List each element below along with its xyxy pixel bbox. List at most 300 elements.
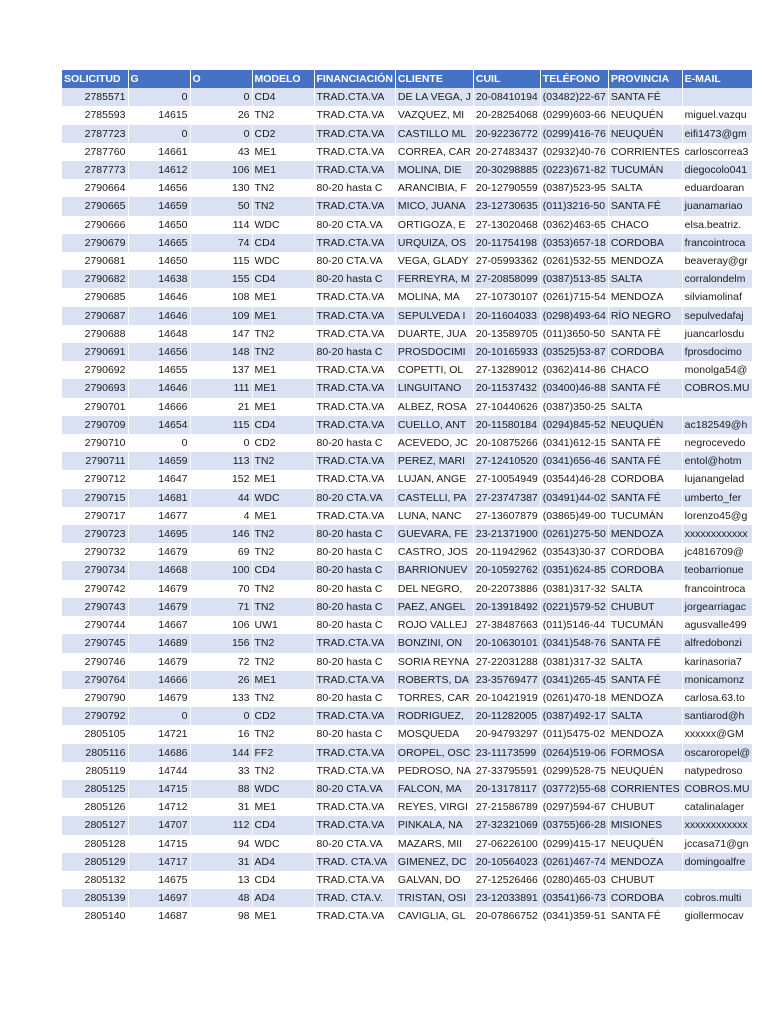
cell-email[interactable]: silviamolinaf xyxy=(682,288,753,306)
table-row[interactable] xyxy=(62,725,753,743)
cell-email[interactable]: lorenzo45@g xyxy=(682,507,753,525)
cell-o[interactable]: 109 xyxy=(190,307,252,325)
table-row[interactable] xyxy=(62,343,753,361)
cell-o[interactable]: 146 xyxy=(190,525,252,543)
cell-email[interactable]: teobarrionue xyxy=(682,561,753,579)
cell-cliente[interactable]: PAEZ, ANGEL xyxy=(395,598,473,616)
cell-email[interactable]: monolga54@ xyxy=(682,361,753,379)
cell-g[interactable]: 14675 xyxy=(128,871,190,889)
cell-solicitud[interactable]: 2790744 xyxy=(62,616,128,634)
cell-solicitud[interactable]: 2805139 xyxy=(62,889,128,907)
cell-cuil[interactable]: 20-28254068 xyxy=(473,106,540,124)
cell-g[interactable]: 14677 xyxy=(128,507,190,525)
cell-modelo[interactable]: WDC xyxy=(252,835,314,853)
cell-financiacion[interactable]: TRAD. CTA.V. xyxy=(314,889,395,907)
cell-g[interactable]: 14717 xyxy=(128,853,190,871)
table-row[interactable] xyxy=(62,197,753,215)
cell-o[interactable]: 0 xyxy=(190,88,252,106)
cell-financiacion[interactable]: 80-20 hasta C xyxy=(314,543,395,561)
cell-email[interactable]: eduardoaran xyxy=(682,179,753,197)
cell-financiacion[interactable]: TRAD.CTA.VA xyxy=(314,125,395,143)
cell-provincia[interactable]: SALTA xyxy=(608,179,682,197)
cell-email[interactable] xyxy=(682,871,753,889)
cell-provincia[interactable]: CORRIENTES xyxy=(608,780,682,798)
cell-cliente[interactable]: MAZARS, MII xyxy=(395,835,473,853)
cell-cuil[interactable]: 20-11942962 xyxy=(473,543,540,561)
cell-g[interactable]: 0 xyxy=(128,88,190,106)
cell-solicitud[interactable]: 2790693 xyxy=(62,379,128,397)
cell-financiacion[interactable]: TRAD.CTA.VA xyxy=(314,871,395,889)
cell-g[interactable]: 14707 xyxy=(128,816,190,834)
cell-provincia[interactable]: CHACO xyxy=(608,361,682,379)
cell-email[interactable]: carloscorrea3 xyxy=(682,143,753,161)
cell-modelo[interactable]: TN2 xyxy=(252,580,314,598)
cell-provincia[interactable]: SANTA FÉ xyxy=(608,197,682,215)
cell-modelo[interactable]: TN2 xyxy=(252,689,314,707)
cell-solicitud[interactable]: 2790743 xyxy=(62,598,128,616)
cell-telefono[interactable]: (0381)317-32 xyxy=(540,580,608,598)
cell-cliente[interactable]: DUARTE, JUA xyxy=(395,325,473,343)
cell-solicitud[interactable]: 2790681 xyxy=(62,252,128,270)
cell-cliente[interactable]: MOLINA, MA xyxy=(395,288,473,306)
cell-financiacion[interactable]: TRAD. CTA.VA xyxy=(314,853,395,871)
cell-cuil[interactable]: 20-12790559 xyxy=(473,179,540,197)
cell-cuil[interactable]: 23-35769477 xyxy=(473,671,540,689)
cell-cuil[interactable]: 20-10875266 xyxy=(473,434,540,452)
cell-modelo[interactable]: CD4 xyxy=(252,416,314,434)
cell-modelo[interactable]: CD4 xyxy=(252,234,314,252)
cell-financiacion[interactable]: TRAD.CTA.VA xyxy=(314,307,395,325)
cell-telefono[interactable]: (011)5146-44 xyxy=(540,616,608,634)
cell-provincia[interactable]: CHUBUT xyxy=(608,798,682,816)
table-row[interactable] xyxy=(62,489,753,507)
cell-solicitud[interactable]: 2787723 xyxy=(62,125,128,143)
cell-cuil[interactable]: 27-20858099 xyxy=(473,270,540,288)
cell-o[interactable]: 94 xyxy=(190,835,252,853)
cell-provincia[interactable]: MENDOZA xyxy=(608,288,682,306)
cell-solicitud[interactable]: 2805127 xyxy=(62,816,128,834)
cell-financiacion[interactable]: 80-20 hasta C xyxy=(314,689,395,707)
table-row[interactable] xyxy=(62,507,753,525)
cell-modelo[interactable]: TN2 xyxy=(252,179,314,197)
cell-o[interactable]: 0 xyxy=(190,434,252,452)
cell-cliente[interactable]: VAZQUEZ, MI xyxy=(395,106,473,124)
table-row[interactable] xyxy=(62,816,753,834)
table-row[interactable] xyxy=(62,452,753,470)
cell-telefono[interactable]: (0299)528-75 xyxy=(540,762,608,780)
cell-email[interactable]: juancarlosdu xyxy=(682,325,753,343)
cell-solicitud[interactable]: 2787773 xyxy=(62,161,128,179)
cell-cuil[interactable]: 20-11282005 xyxy=(473,707,540,725)
cell-cliente[interactable]: REYES, VIRGI xyxy=(395,798,473,816)
cell-telefono[interactable]: (0297)594-67 xyxy=(540,798,608,816)
cell-provincia[interactable]: SANTA FÉ xyxy=(608,634,682,652)
table-row[interactable] xyxy=(62,780,753,798)
cell-g[interactable]: 14715 xyxy=(128,780,190,798)
cell-email[interactable]: karinasoria7 xyxy=(682,653,753,671)
cell-financiacion[interactable]: TRAD.CTA.VA xyxy=(314,744,395,762)
cell-cuil[interactable]: 20-11580184 xyxy=(473,416,540,434)
cell-cliente[interactable]: ROBERTS, DA xyxy=(395,671,473,689)
cell-financiacion[interactable]: TRAD.CTA.VA xyxy=(314,907,395,925)
table-row[interactable] xyxy=(62,853,753,871)
table-row[interactable] xyxy=(62,616,753,634)
cell-email[interactable]: francointroca xyxy=(682,580,753,598)
cell-modelo[interactable]: ME1 xyxy=(252,470,314,488)
cell-email[interactable]: monicamonz xyxy=(682,671,753,689)
cell-g[interactable]: 14686 xyxy=(128,744,190,762)
cell-provincia[interactable]: NEUQUÉN xyxy=(608,106,682,124)
cell-telefono[interactable]: (03482)22-67 xyxy=(540,88,608,106)
cell-cliente[interactable]: ALBEZ, ROSA xyxy=(395,398,473,416)
cell-financiacion[interactable]: TRAD.CTA.VA xyxy=(314,507,395,525)
cell-cuil[interactable]: 23-11173599 xyxy=(473,744,540,762)
table-row[interactable] xyxy=(62,416,753,434)
cell-cliente[interactable]: SORIA REYNA xyxy=(395,653,473,671)
cell-telefono[interactable]: (03755)66-28 xyxy=(540,816,608,834)
cell-cliente[interactable]: LINGUITANO xyxy=(395,379,473,397)
cell-solicitud[interactable]: 2790687 xyxy=(62,307,128,325)
cell-cuil[interactable]: 20-11604033 xyxy=(473,307,540,325)
cell-telefono[interactable]: (03865)49-00 xyxy=(540,507,608,525)
cell-g[interactable]: 14646 xyxy=(128,288,190,306)
cell-financiacion[interactable]: 80-20 hasta C xyxy=(314,525,395,543)
cell-provincia[interactable]: TUCUMÁN xyxy=(608,616,682,634)
cell-email[interactable]: ac182549@h xyxy=(682,416,753,434)
cell-cliente[interactable]: PEDROSO, NA xyxy=(395,762,473,780)
cell-email[interactable]: jorgearriagac xyxy=(682,598,753,616)
cell-cliente[interactable]: ACEVEDO, JC xyxy=(395,434,473,452)
cell-modelo[interactable]: TN2 xyxy=(252,543,314,561)
cell-o[interactable]: 13 xyxy=(190,871,252,889)
cell-telefono[interactable]: (011)3650-50 xyxy=(540,325,608,343)
cell-g[interactable]: 14681 xyxy=(128,489,190,507)
cell-o[interactable]: 148 xyxy=(190,343,252,361)
cell-telefono[interactable]: (0299)603-66 xyxy=(540,106,608,124)
table-row[interactable] xyxy=(62,434,753,452)
cell-cuil[interactable]: 23-12730635 xyxy=(473,197,540,215)
cell-solicitud[interactable]: 2790732 xyxy=(62,543,128,561)
cell-modelo[interactable]: ME1 xyxy=(252,143,314,161)
header-col-cliente[interactable]: CLIENTE xyxy=(395,70,473,88)
cell-o[interactable]: 74 xyxy=(190,234,252,252)
cell-provincia[interactable]: FORMOSA xyxy=(608,744,682,762)
cell-provincia[interactable]: CORDOBA xyxy=(608,889,682,907)
cell-provincia[interactable]: SALTA xyxy=(608,707,682,725)
cell-g[interactable]: 14689 xyxy=(128,634,190,652)
cell-cuil[interactable]: 23-21371900 xyxy=(473,525,540,543)
cell-o[interactable]: 72 xyxy=(190,653,252,671)
cell-o[interactable]: 152 xyxy=(190,470,252,488)
table-row[interactable] xyxy=(62,671,753,689)
cell-telefono[interactable]: (03541)66-73 xyxy=(540,889,608,907)
cell-email[interactable]: miguel.vazqu xyxy=(682,106,753,124)
cell-telefono[interactable]: (03543)30-37 xyxy=(540,543,608,561)
cell-modelo[interactable]: CD4 xyxy=(252,270,314,288)
cell-telefono[interactable]: (0351)624-85 xyxy=(540,561,608,579)
cell-telefono[interactable]: (03772)55-68 xyxy=(540,780,608,798)
cell-cliente[interactable]: ORTIGOZA, E xyxy=(395,216,473,234)
cell-email[interactable]: umberto_fer xyxy=(682,489,753,507)
cell-cuil[interactable]: 20-94793297 xyxy=(473,725,540,743)
cell-email[interactable]: COBROS.MU xyxy=(682,780,753,798)
header-col-o[interactable]: O xyxy=(190,70,252,88)
cell-g[interactable]: 14679 xyxy=(128,598,190,616)
cell-telefono[interactable]: (0341)265-45 xyxy=(540,671,608,689)
cell-modelo[interactable]: ME1 xyxy=(252,907,314,925)
cell-cuil[interactable]: 27-10440626 xyxy=(473,398,540,416)
cell-telefono[interactable]: (0221)579-52 xyxy=(540,598,608,616)
cell-o[interactable]: 88 xyxy=(190,780,252,798)
cell-cliente[interactable]: CASTELLI, PA xyxy=(395,489,473,507)
cell-solicitud[interactable]: 2785571 xyxy=(62,88,128,106)
table-row[interactable] xyxy=(62,525,753,543)
cell-provincia[interactable]: TUCUMÁN xyxy=(608,507,682,525)
table-row[interactable] xyxy=(62,307,753,325)
cell-financiacion[interactable]: 80-20 hasta C xyxy=(314,653,395,671)
cell-o[interactable]: 155 xyxy=(190,270,252,288)
table-row[interactable] xyxy=(62,470,753,488)
cell-modelo[interactable]: TN2 xyxy=(252,653,314,671)
cell-cliente[interactable]: SEPULVEDA I xyxy=(395,307,473,325)
cell-solicitud[interactable]: 2790679 xyxy=(62,234,128,252)
cell-telefono[interactable]: (0264)519-06 xyxy=(540,744,608,762)
cell-email[interactable]: juanamariao xyxy=(682,197,753,215)
cell-g[interactable]: 14655 xyxy=(128,361,190,379)
table-row[interactable] xyxy=(62,161,753,179)
cell-cuil[interactable]: 20-11537432 xyxy=(473,379,540,397)
cell-financiacion[interactable]: 80-20 hasta C xyxy=(314,561,395,579)
table-row[interactable] xyxy=(62,707,753,725)
cell-g[interactable]: 14659 xyxy=(128,197,190,215)
cell-provincia[interactable]: CORDOBA xyxy=(608,234,682,252)
cell-email[interactable]: alfredobonzi xyxy=(682,634,753,652)
cell-financiacion[interactable]: 80-20 hasta C xyxy=(314,434,395,452)
cell-email[interactable]: agusvalle499 xyxy=(682,616,753,634)
cell-telefono[interactable]: (0362)463-65 xyxy=(540,216,608,234)
cell-g[interactable]: 14721 xyxy=(128,725,190,743)
cell-provincia[interactable]: CHUBUT xyxy=(608,871,682,889)
cell-modelo[interactable]: TN2 xyxy=(252,343,314,361)
cell-provincia[interactable]: CORDOBA xyxy=(608,343,682,361)
cell-financiacion[interactable]: 80-20 hasta C xyxy=(314,598,395,616)
cell-provincia[interactable]: MENDOZA xyxy=(608,725,682,743)
table-row[interactable] xyxy=(62,835,753,853)
cell-solicitud[interactable]: 2790691 xyxy=(62,343,128,361)
cell-cliente[interactable]: DEL NEGRO, xyxy=(395,580,473,598)
cell-cliente[interactable]: DE LA VEGA, J xyxy=(395,88,473,106)
cell-cliente[interactable]: BONZINI, ON xyxy=(395,634,473,652)
cell-o[interactable]: 31 xyxy=(190,853,252,871)
cell-provincia[interactable]: SANTA FÉ xyxy=(608,379,682,397)
cell-solicitud[interactable]: 2805119 xyxy=(62,762,128,780)
cell-provincia[interactable]: SANTA FÉ xyxy=(608,489,682,507)
cell-financiacion[interactable]: TRAD.CTA.VA xyxy=(314,234,395,252)
table-row[interactable] xyxy=(62,907,753,925)
cell-telefono[interactable]: (0387)350-25 xyxy=(540,398,608,416)
cell-modelo[interactable]: UW1 xyxy=(252,616,314,634)
cell-financiacion[interactable]: TRAD.CTA.VA xyxy=(314,816,395,834)
table-row[interactable] xyxy=(62,234,753,252)
cell-telefono[interactable]: (03525)53-87 xyxy=(540,343,608,361)
cell-email[interactable]: xxxxxxxxxxxx xyxy=(682,816,753,834)
cell-financiacion[interactable]: TRAD.CTA.VA xyxy=(314,361,395,379)
cell-cliente[interactable]: GUEVARA, FE xyxy=(395,525,473,543)
cell-solicitud[interactable]: 2790723 xyxy=(62,525,128,543)
cell-solicitud[interactable]: 2805128 xyxy=(62,835,128,853)
cell-telefono[interactable]: (02932)40-76 xyxy=(540,143,608,161)
header-col-financiacion[interactable]: FINANCIACIÓN xyxy=(314,70,395,88)
cell-financiacion[interactable]: TRAD.CTA.VA xyxy=(314,634,395,652)
header-col-g[interactable]: G xyxy=(128,70,190,88)
cell-o[interactable]: 147 xyxy=(190,325,252,343)
cell-cuil[interactable]: 27-22031288 xyxy=(473,653,540,671)
cell-cuil[interactable]: 20-07866752 xyxy=(473,907,540,925)
cell-telefono[interactable]: (0387)492-17 xyxy=(540,707,608,725)
cell-cliente[interactable]: MOLINA, DIE xyxy=(395,161,473,179)
cell-o[interactable]: 0 xyxy=(190,707,252,725)
cell-provincia[interactable]: SANTA FÉ xyxy=(608,907,682,925)
cell-g[interactable]: 14615 xyxy=(128,106,190,124)
cell-telefono[interactable]: (03491)44-02 xyxy=(540,489,608,507)
cell-financiacion[interactable]: 80-20 CTA.VA xyxy=(314,216,395,234)
cell-solicitud[interactable]: 2790709 xyxy=(62,416,128,434)
cell-g[interactable]: 14612 xyxy=(128,161,190,179)
cell-cuil[interactable]: 27-10730107 xyxy=(473,288,540,306)
cell-cuil[interactable]: 27-05993362 xyxy=(473,252,540,270)
cell-solicitud[interactable]: 2790665 xyxy=(62,197,128,215)
cell-modelo[interactable]: ME1 xyxy=(252,798,314,816)
cell-provincia[interactable]: MENDOZA xyxy=(608,252,682,270)
cell-o[interactable]: 115 xyxy=(190,252,252,270)
cell-g[interactable]: 14665 xyxy=(128,234,190,252)
cell-financiacion[interactable]: 80-20 hasta C xyxy=(314,580,395,598)
cell-cliente[interactable]: RODRIGUEZ, xyxy=(395,707,473,725)
cell-o[interactable]: 115 xyxy=(190,416,252,434)
cell-financiacion[interactable]: TRAD.CTA.VA xyxy=(314,325,395,343)
cell-o[interactable]: 48 xyxy=(190,889,252,907)
cell-cliente[interactable]: PROSDOCIMI xyxy=(395,343,473,361)
cell-email[interactable]: corralondelm xyxy=(682,270,753,288)
cell-cuil[interactable]: 27-13020468 xyxy=(473,216,540,234)
table-row[interactable] xyxy=(62,216,753,234)
cell-o[interactable]: 69 xyxy=(190,543,252,561)
cell-provincia[interactable]: SANTA FÉ xyxy=(608,325,682,343)
cell-email[interactable]: beaveray@gr xyxy=(682,252,753,270)
cell-solicitud[interactable]: 2790734 xyxy=(62,561,128,579)
cell-g[interactable]: 14646 xyxy=(128,379,190,397)
cell-email[interactable]: negrocevedo xyxy=(682,434,753,452)
table-row[interactable] xyxy=(62,88,753,106)
cell-g[interactable]: 0 xyxy=(128,434,190,452)
cell-financiacion[interactable]: TRAD.CTA.VA xyxy=(314,398,395,416)
cell-cliente[interactable]: LUNA, NANC xyxy=(395,507,473,525)
cell-telefono[interactable]: (0261)275-50 xyxy=(540,525,608,543)
cell-modelo[interactable]: CD4 xyxy=(252,88,314,106)
cell-provincia[interactable]: RÍO NEGRO xyxy=(608,307,682,325)
cell-cliente[interactable]: GALVAN, DO xyxy=(395,871,473,889)
cell-g[interactable]: 14744 xyxy=(128,762,190,780)
cell-provincia[interactable]: MISIONES xyxy=(608,816,682,834)
cell-financiacion[interactable]: TRAD.CTA.VA xyxy=(314,452,395,470)
cell-solicitud[interactable]: 2790710 xyxy=(62,434,128,452)
table-row[interactable] xyxy=(62,379,753,397)
cell-cliente[interactable]: BARRIONUEV xyxy=(395,561,473,579)
cell-modelo[interactable]: WDC xyxy=(252,489,314,507)
cell-email[interactable]: giollermocav xyxy=(682,907,753,925)
cell-solicitud[interactable]: 2790682 xyxy=(62,270,128,288)
cell-provincia[interactable]: SALTA xyxy=(608,653,682,671)
cell-provincia[interactable]: SANTA FÉ xyxy=(608,434,682,452)
cell-cuil[interactable]: 27-33795591 xyxy=(473,762,540,780)
cell-telefono[interactable]: (0261)467-74 xyxy=(540,853,608,871)
cell-g[interactable]: 14650 xyxy=(128,252,190,270)
cell-modelo[interactable]: TN2 xyxy=(252,452,314,470)
cell-cliente[interactable]: CASTILLO ML xyxy=(395,125,473,143)
cell-telefono[interactable]: (0261)532-55 xyxy=(540,252,608,270)
cell-email[interactable]: eifi1473@gm xyxy=(682,125,753,143)
cell-financiacion[interactable]: 80-20 hasta C xyxy=(314,343,395,361)
cell-telefono[interactable]: (0387)523-95 xyxy=(540,179,608,197)
cell-email[interactable]: oscaroropel@ xyxy=(682,744,753,762)
cell-telefono[interactable]: (0387)513-85 xyxy=(540,270,608,288)
table-row[interactable] xyxy=(62,143,753,161)
cell-modelo[interactable]: ME1 xyxy=(252,288,314,306)
table-row[interactable] xyxy=(62,689,753,707)
cell-solicitud[interactable]: 2790666 xyxy=(62,216,128,234)
cell-financiacion[interactable]: TRAD.CTA.VA xyxy=(314,288,395,306)
cell-email[interactable]: jccasa71@gn xyxy=(682,835,753,853)
cell-email[interactable] xyxy=(682,88,753,106)
cell-email[interactable]: cobros.multi xyxy=(682,889,753,907)
cell-modelo[interactable]: CD4 xyxy=(252,816,314,834)
cell-cuil[interactable]: 27-06226100 xyxy=(473,835,540,853)
table-row[interactable] xyxy=(62,598,753,616)
cell-g[interactable]: 14661 xyxy=(128,143,190,161)
cell-telefono[interactable]: (0261)715-54 xyxy=(540,288,608,306)
table-row[interactable] xyxy=(62,744,753,762)
cell-provincia[interactable]: SANTA FÉ xyxy=(608,88,682,106)
cell-email[interactable]: fprosdocimo xyxy=(682,343,753,361)
cell-financiacion[interactable]: 80-20 CTA.VA xyxy=(314,489,395,507)
cell-provincia[interactable]: NEUQUÉN xyxy=(608,762,682,780)
cell-modelo[interactable]: ME1 xyxy=(252,161,314,179)
cell-financiacion[interactable]: 80-20 hasta C xyxy=(314,725,395,743)
cell-g[interactable]: 14666 xyxy=(128,398,190,416)
cell-provincia[interactable]: CHACO xyxy=(608,216,682,234)
cell-email[interactable]: jc4816709@ xyxy=(682,543,753,561)
cell-o[interactable]: 71 xyxy=(190,598,252,616)
cell-g[interactable]: 14695 xyxy=(128,525,190,543)
cell-telefono[interactable]: (0341)548-76 xyxy=(540,634,608,652)
cell-cuil[interactable]: 27-12526466 xyxy=(473,871,540,889)
cell-g[interactable]: 14656 xyxy=(128,343,190,361)
cell-provincia[interactable]: SANTA FÉ xyxy=(608,452,682,470)
cell-telefono[interactable]: (011)5475-02 xyxy=(540,725,608,743)
cell-provincia[interactable]: CORRIENTES xyxy=(608,143,682,161)
cell-email[interactable]: COBROS.MU xyxy=(682,379,753,397)
cell-telefono[interactable]: (0294)845-52 xyxy=(540,416,608,434)
cell-telefono[interactable]: (0362)414-86 xyxy=(540,361,608,379)
cell-cuil[interactable]: 27-13607879 xyxy=(473,507,540,525)
table-row[interactable] xyxy=(62,561,753,579)
cell-o[interactable]: 26 xyxy=(190,106,252,124)
cell-g[interactable]: 14646 xyxy=(128,307,190,325)
cell-financiacion[interactable]: TRAD.CTA.VA xyxy=(314,707,395,725)
table-row[interactable] xyxy=(62,125,753,143)
header-col-email[interactable]: E-MAIL xyxy=(682,70,753,88)
cell-telefono[interactable]: (03544)46-28 xyxy=(540,470,608,488)
